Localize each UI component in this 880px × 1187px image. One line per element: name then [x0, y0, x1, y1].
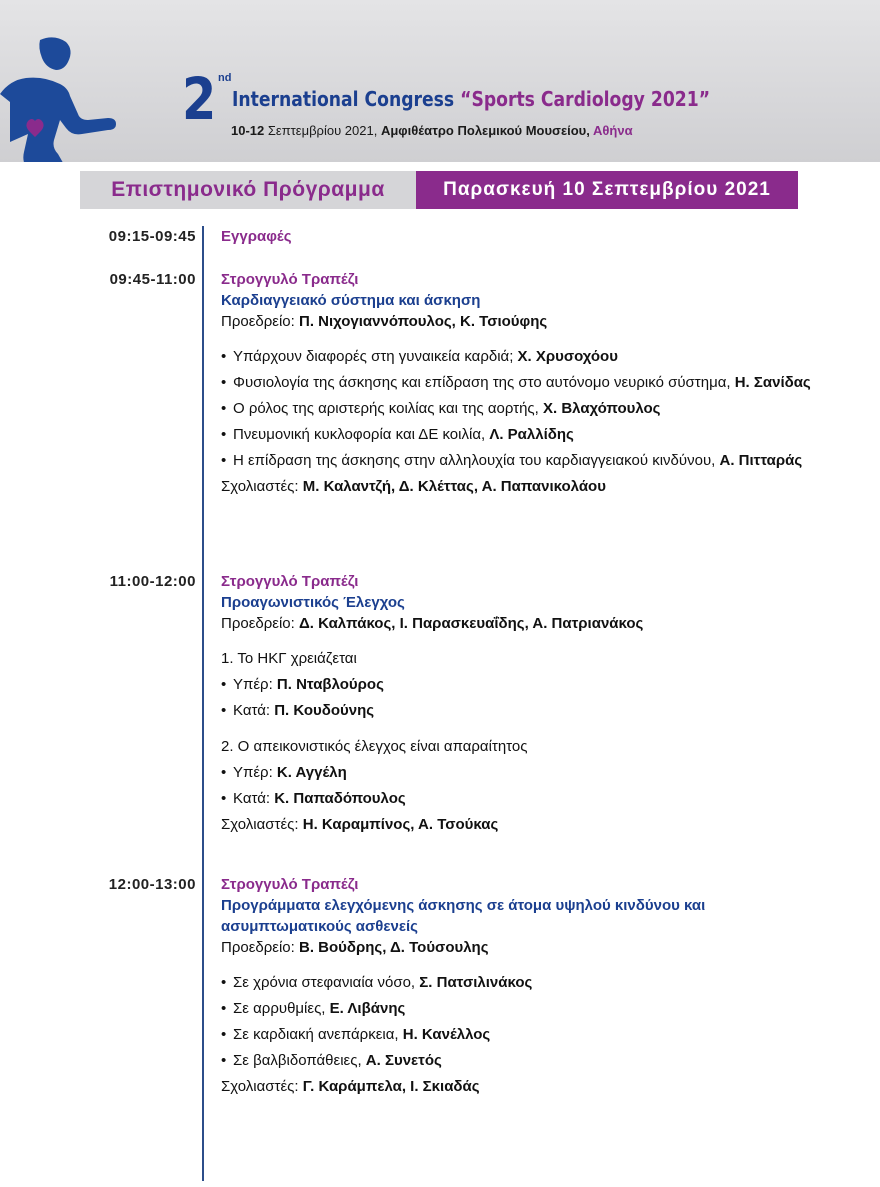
edition-ordinal: nd	[218, 72, 232, 84]
chairs-label: Προεδρείο:	[221, 615, 299, 632]
discussants-names: Γ. Καράμπελα, Ι. Σκιαδάς	[302, 1078, 480, 1095]
talk-title: Πνευμονική κυκλοφορία και ΔΕ κοιλία,	[233, 426, 490, 443]
debate-list	[221, 674, 821, 721]
talk-title: Η επίδραση της άσκησης στην αλληλουχία του καρδιαγγειακού κινδύνου,	[233, 452, 720, 469]
session-subtitle: Προαγωνιστικός Έλεγχος	[221, 594, 405, 611]
session-subtitle: Καρδιαγγειακό σύστημα και άσκηση	[221, 292, 481, 309]
session-round-table-3	[221, 874, 766, 1097]
session-discussants	[221, 814, 821, 835]
chairs-names: Π. Νιχογιαννόπουλος, Κ. Τσιούφης	[298, 313, 548, 330]
con-label: Κατά:	[233, 790, 275, 807]
congress-title-part2: “Sports Cardiology 2021”	[460, 87, 711, 111]
list-item	[221, 972, 766, 993]
talk-speaker: Ε. Λιβάνης	[329, 1000, 406, 1017]
congress-dateline	[231, 123, 633, 138]
session-registration	[221, 226, 821, 247]
congress-title	[232, 87, 710, 111]
discussants-names: Η. Καραμπίνος, Α. Τσούκας	[302, 816, 499, 833]
pro-speaker: Κ. Αγγέλη	[276, 764, 347, 781]
congress-city: Αθήνα	[592, 123, 633, 138]
congress-header	[0, 0, 880, 162]
session-round-table-2	[221, 571, 821, 835]
session-time: 11:00-12:00	[109, 573, 196, 590]
session-heading: Εγγραφές	[221, 228, 292, 245]
list-item	[221, 1024, 766, 1045]
discussants-label: Σχολιαστές:	[221, 478, 303, 495]
chairs-names: Δ. Καλπάκος, Ι. Παρασκευαΐδης, Α. Πατριανάκος	[298, 615, 644, 632]
session-round-table-1	[221, 269, 821, 497]
list-item	[221, 1050, 766, 1071]
talk-speaker: Λ. Ραλλίδης	[489, 426, 574, 443]
chairs-label: Προεδρείο:	[221, 939, 299, 956]
runner-logo-icon	[0, 32, 120, 162]
talk-title: Υπάρχουν διαφορές στη γυναικεία καρδιά;	[233, 348, 518, 365]
program-title-banner: Επιστημονικό Πρόγραμμα	[80, 171, 416, 209]
talk-speaker: Α. Συνετός	[365, 1052, 442, 1069]
debate-question: 1. Το ΗΚΓ χρειάζεται	[221, 650, 357, 667]
con-speaker: Κ. Παπαδόπουλος	[274, 790, 406, 807]
chairs-label: Προεδρείο:	[221, 313, 299, 330]
list-item	[221, 372, 821, 393]
con-speaker: Π. Κουδούνης	[274, 702, 375, 719]
session-discussants	[221, 1076, 766, 1097]
session-time: 09:45-11:00	[109, 271, 196, 288]
session-time: 12:00-13:00	[108, 876, 196, 893]
talk-speaker: Χ. Χρυσοχόου	[517, 348, 618, 365]
talk-title: Φυσιολογία της άσκησης και επίδραση της στο αυτόνομο νευρικό σύστημα,	[233, 374, 735, 391]
talk-speaker: Χ. Βλαχόπουλος	[543, 400, 661, 417]
program-date-banner: Παρασκευή 10 Σεπτεμβρίου 2021	[416, 171, 798, 209]
list-item	[221, 674, 821, 695]
congress-dates: 10-12	[231, 123, 265, 138]
session-discussants	[221, 476, 821, 497]
talk-title: Σε καρδιακή ανεπάρκεια,	[233, 1026, 403, 1043]
con-label: Κατά:	[233, 702, 275, 719]
list-item	[221, 700, 821, 721]
session-subtitle: Προγράμματα ελεγχόμενης άσκησης σε άτομα υψηλού κινδύνου και ασυμπτωματικούς ασθενείς	[221, 897, 706, 935]
list-item	[221, 998, 766, 1019]
discussants-names: Μ. Καλαντζή, Δ. Κλέττας, Α. Παπανικολάου	[302, 478, 606, 495]
debate-list	[221, 762, 821, 809]
chairs-names: Β. Βούδρης, Δ. Τούσουλης	[298, 939, 489, 956]
talk-title: Σε βαλβιδοπάθειες,	[233, 1052, 366, 1069]
talk-list	[221, 972, 766, 1071]
list-item	[221, 788, 821, 809]
session-heading: Στρογγυλό Τραπέζι	[221, 573, 359, 590]
talk-speaker: Σ. Πατσιλινάκος	[419, 974, 533, 991]
pro-speaker: Π. Νταβλούρος	[276, 676, 384, 693]
list-item	[221, 398, 821, 419]
pro-label: Υπέρ:	[233, 676, 277, 693]
talk-title: Σε χρόνια στεφανιαία νόσο,	[233, 974, 420, 991]
discussants-label: Σχολιαστές:	[221, 816, 303, 833]
congress-title-part1: International Congress	[232, 87, 461, 111]
timeline-divider	[202, 226, 204, 1181]
session-chairs	[221, 311, 821, 332]
talk-speaker: Η. Σανίδας	[734, 374, 811, 391]
session-heading: Στρογγυλό Τραπέζι	[221, 876, 359, 893]
session-heading: Στρογγυλό Τραπέζι	[221, 271, 359, 288]
debate-question: 2. Ο απεικονιστικός έλεγχος είναι απαραίτητος	[221, 738, 528, 755]
talk-list	[221, 346, 821, 471]
list-item	[221, 450, 821, 471]
congress-month: Σεπτεμβρίου 2021,	[264, 123, 381, 138]
pro-label: Υπέρ:	[233, 764, 277, 781]
list-item	[221, 762, 821, 783]
session-chairs	[221, 613, 821, 634]
edition-number: 2	[182, 65, 217, 133]
session-time: 09:15-09:45	[108, 228, 196, 245]
talk-title: Ο ρόλος της αριστερής κοιλίας και της αορτής,	[233, 400, 543, 417]
congress-venue: Αμφιθέατρο Πολεμικού Μουσείου,	[380, 123, 593, 138]
talk-speaker: Η. Κανέλλος	[402, 1026, 491, 1043]
list-item	[221, 346, 821, 367]
discussants-label: Σχολιαστές:	[221, 1078, 303, 1095]
talk-title: Σε αρρυθμίες,	[233, 1000, 330, 1017]
list-item	[221, 424, 821, 445]
talk-speaker: Α. Πιτταράς	[719, 452, 803, 469]
session-chairs	[221, 937, 766, 958]
